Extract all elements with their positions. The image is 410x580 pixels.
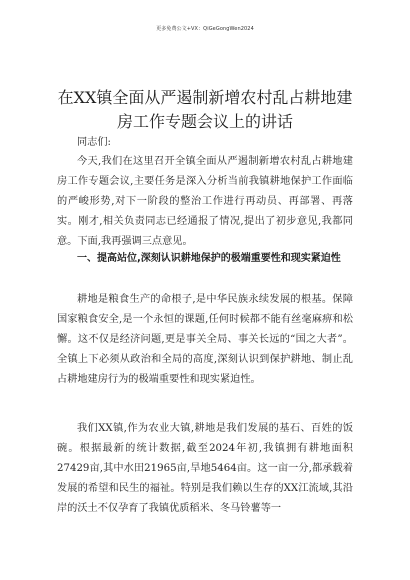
paragraph-intro: 今天,我们在这里召开全镇全面从严遏制新增农村乱占耕地建房工作专题会议,主要任务是深入分析当前我镇耕地保护工作面临的严峻形势,对下一阶段的整治工作进行再动员、再部署、再落实。刚才,相关负责同志已经通报了情况,提出了初步意见,我都同意。下面,我再强调三点意见。 — [57, 156, 353, 247]
paragraph-farmland-importance: 耕地是粮食生产的命根子,是中华民族永续发展的根基。保障国家粮食安全,是一个永恒的课题,任何时候都不能有丝毫麻痹和松懈。这不仅是经济问题,更是事关全局、事关长远的“国之大者”。全镇上下必须从政治和全局的高度,深刻认识到保护耕地、制止乱占耕地建房行为的极端重要性和现实紧迫性。 — [57, 294, 353, 385]
paragraph-town-statistics: 我们XX镇,作为农业大镇,耕地是我们发展的基石、百姓的饭碗。根据最新的统计数据,截至2024年初,我镇拥有耕地面积27429亩,其中水田21965亩,旱地5464亩。这一亩一分,都承载着发展的希望和民生的福祉。特别是我们赖以生存的XX江流域,其沿岸的沃土不仅孕育了我镇优质稻米、冬马铃薯等一 — [57, 423, 353, 514]
salutation: 同志们: — [77, 137, 111, 148]
document-title: 在XX镇全面从严遏制新增农村乱占耕地建房工作专题会议上的讲话 — [57, 88, 353, 131]
section-heading-1: 一、提高站位,深刻认识耕地保护的极端重要性和现实紧迫性 — [77, 253, 341, 264]
header-note: 更多免费公文+VX：QiGeGongWen2024 — [156, 26, 254, 32]
